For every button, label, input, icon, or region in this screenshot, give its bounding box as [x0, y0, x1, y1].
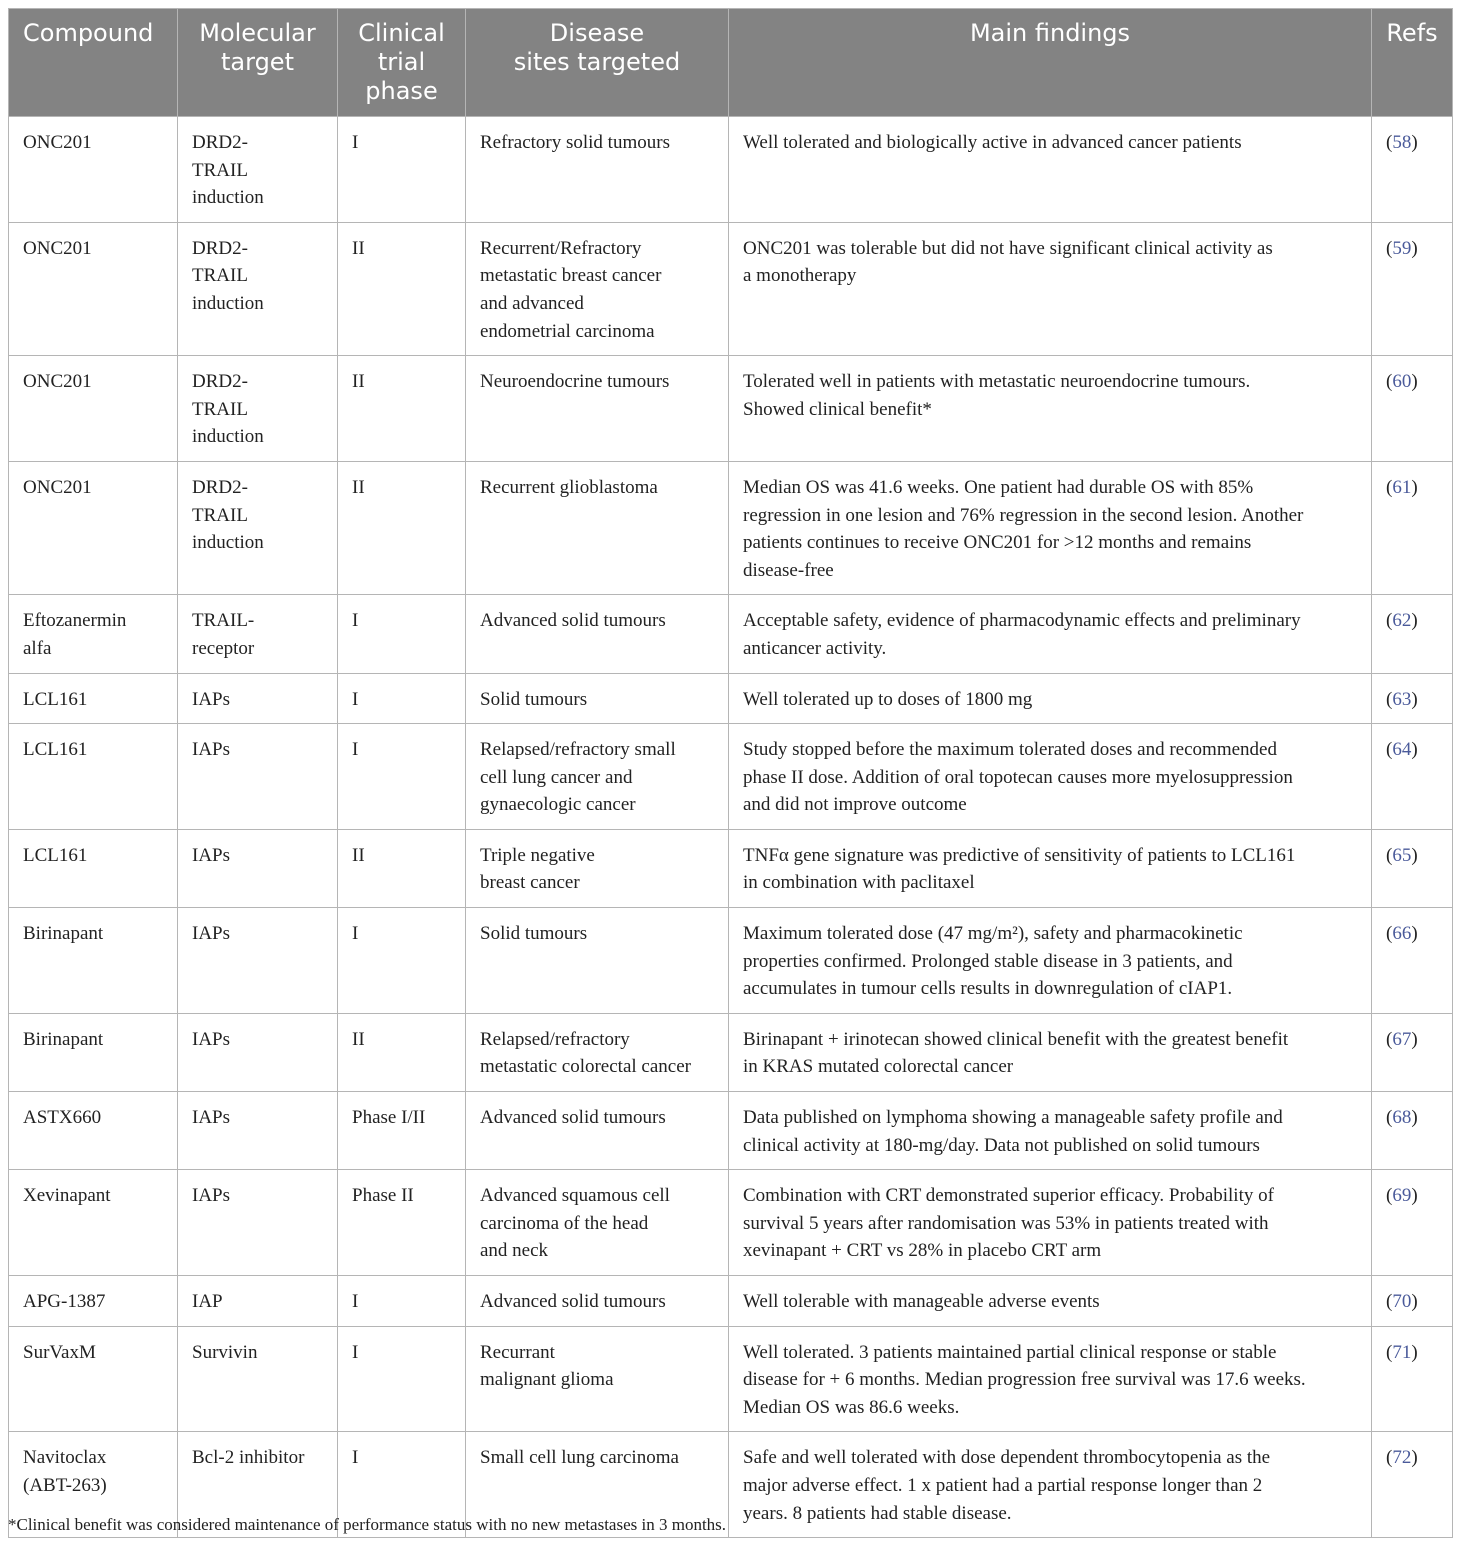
cell-line: Survivin: [192, 1341, 258, 1363]
cell-main-findings: [729, 1170, 1372, 1276]
cell-line: Showed clinical benefit*: [743, 398, 932, 420]
cell-phase: I: [338, 673, 466, 724]
cell-line: LCL161: [23, 739, 88, 761]
cell-compound: [9, 1013, 178, 1091]
cell-line: and neck: [480, 1240, 549, 1262]
cell-line: Solid tumours: [480, 923, 588, 945]
clinical-trials-table: [8, 8, 1453, 1538]
cell-phase: I: [338, 1276, 466, 1327]
cell-phase: II: [338, 222, 466, 355]
cell-disease-sites: [466, 1092, 729, 1170]
cell-main-findings: [729, 724, 1372, 830]
cell-main-findings: [729, 829, 1372, 907]
cell-line: gynaecologic cancer: [480, 794, 636, 816]
cell-line: Birinapant + irinotecan showed clinical benefit with the greatest benefit: [743, 1028, 1289, 1050]
header-compound: [9, 9, 178, 117]
cell-line: metastatic colorectal cancer: [480, 1056, 691, 1078]
cell-line: years. 8 patients had stable disease.: [743, 1502, 1012, 1524]
cell-line: DRD2-: [192, 132, 248, 153]
cell-line: alfa: [23, 637, 52, 659]
header-disease-sites: [466, 9, 729, 117]
cell-disease-sites: [466, 673, 729, 724]
reference-link[interactable]: 72: [1392, 1447, 1412, 1469]
cell-line: Navitoclax: [23, 1447, 107, 1469]
reference-link[interactable]: 68: [1392, 1107, 1412, 1129]
cell-phase: Phase II: [338, 1170, 466, 1276]
cell-compound: [9, 595, 178, 673]
reference-link[interactable]: 69: [1392, 1185, 1412, 1207]
cell-disease-sites: [466, 724, 729, 830]
cell-compound: [9, 117, 178, 223]
cell-line: IAP: [192, 1291, 223, 1312]
cell-line: metastatic breast cancer: [480, 265, 662, 287]
cell-line: Recurrant: [480, 1341, 555, 1363]
cell-compound: [9, 1170, 178, 1276]
reference-link[interactable]: 64: [1392, 739, 1412, 761]
cell-line: LCL161: [23, 844, 88, 866]
table-row: [9, 829, 1453, 907]
cell-line: Relapsed/refractory: [480, 1028, 630, 1050]
cell-line: Advanced squamous cell: [480, 1185, 670, 1207]
cell-line: Combination with CRT demonstrated superior efficacy. Probability of: [743, 1185, 1274, 1207]
header-main-findings: [729, 9, 1372, 117]
header-molecular-target: [178, 9, 338, 117]
cell-line: Triple negative: [480, 844, 595, 866]
cell-compound: [9, 1092, 178, 1170]
cell-molecular-target: [178, 461, 338, 594]
cell-molecular-target: [178, 829, 338, 907]
cell-refs: (69): [1372, 1170, 1453, 1276]
cell-refs: (71): [1372, 1326, 1453, 1432]
header-line: Molecular: [199, 19, 316, 47]
cell-compound: [9, 673, 178, 724]
cell-line: and did not improve outcome: [743, 794, 967, 816]
cell-line: Tolerated well in patients with metastatic neuroendocrine tumours.: [743, 371, 1251, 393]
cell-disease-sites: [466, 595, 729, 673]
cell-line: LCL161: [23, 688, 88, 710]
cell-line: TRAIL: [192, 265, 248, 287]
table-row: [9, 908, 1453, 1014]
cell-line: carcinoma of the head: [480, 1212, 649, 1234]
cell-main-findings: [729, 595, 1372, 673]
cell-line: SurVaxM: [23, 1341, 96, 1363]
cell-molecular-target: [178, 908, 338, 1014]
cell-line: endometrial carcinoma: [480, 320, 655, 342]
table-row: [9, 117, 1453, 223]
cell-phase: II: [338, 356, 466, 462]
table-row: [9, 1013, 1453, 1091]
cell-line: ONC201: [23, 371, 92, 393]
cell-disease-sites: [466, 829, 729, 907]
table-row: [9, 595, 1453, 673]
cell-line: in KRAS mutated colorectal cancer: [743, 1056, 1014, 1078]
cell-refs: (61): [1372, 461, 1453, 594]
cell-line: patients continues to receive ONC201 for >12 months and remains: [743, 532, 1252, 554]
table-body: [9, 117, 1453, 1538]
reference-link[interactable]: 58: [1392, 132, 1412, 153]
cell-line: properties confirmed. Prolonged stable disease in 3 patients, and: [743, 950, 1233, 972]
cell-line: survival 5 years after randomisation was 53% in patients treated with: [743, 1212, 1269, 1234]
table-row: [9, 724, 1453, 830]
cell-compound: [9, 1326, 178, 1432]
cell-compound: [9, 222, 178, 355]
table-row: [9, 1276, 1453, 1327]
cell-line: induction: [192, 532, 264, 554]
header-line: trial: [377, 48, 426, 76]
reference-link[interactable]: 61: [1392, 476, 1412, 498]
cell-compound: [9, 829, 178, 907]
cell-refs: (65): [1372, 829, 1453, 907]
cell-refs: (62): [1372, 595, 1453, 673]
cell-line: anticancer activity.: [743, 637, 887, 659]
cell-main-findings: [729, 1276, 1372, 1327]
cell-phase: II: [338, 461, 466, 594]
table-row: [9, 222, 1453, 355]
table-row: [9, 1092, 1453, 1170]
cell-line: ONC201: [23, 476, 92, 498]
cell-disease-sites: [466, 1170, 729, 1276]
cell-phase: Phase I/II: [338, 1092, 466, 1170]
reference-link[interactable]: 70: [1392, 1291, 1412, 1312]
reference-link[interactable]: 71: [1392, 1341, 1412, 1363]
cell-line: receptor: [192, 637, 255, 659]
cell-disease-sites: [466, 356, 729, 462]
cell-line: Bcl-2 inhibitor: [192, 1447, 305, 1469]
cell-line: disease for + 6 months. Median progression free survival was 17.6 weeks.: [743, 1369, 1306, 1391]
cell-line: breast cancer: [480, 872, 580, 894]
cell-line: IAPs: [192, 1185, 231, 1207]
cell-molecular-target: [178, 1326, 338, 1432]
cell-molecular-target: [178, 222, 338, 355]
cell-refs: (58): [1372, 117, 1453, 223]
cell-phase: I: [338, 117, 466, 223]
cell-molecular-target: [178, 673, 338, 724]
cell-disease-sites: [466, 222, 729, 355]
header-line: target: [221, 48, 294, 76]
header-line: sites targeted: [513, 48, 681, 76]
cell-line: Recurrent/Refractory: [480, 237, 642, 259]
cell-molecular-target: [178, 1013, 338, 1091]
cell-line: Birinapant: [23, 1028, 104, 1050]
table-row: [9, 356, 1453, 462]
cell-molecular-target: [178, 117, 338, 223]
cell-main-findings: [729, 461, 1372, 594]
cell-line: TRAIL: [192, 504, 248, 526]
cell-line: DRD2-: [192, 476, 248, 498]
reference-link[interactable]: 66: [1392, 923, 1412, 945]
reference-link[interactable]: 60: [1392, 371, 1412, 393]
header-row: [9, 9, 1453, 117]
cell-compound: [9, 724, 178, 830]
cell-molecular-target: [178, 1276, 338, 1327]
cell-line: IAPs: [192, 923, 231, 945]
cell-main-findings: [729, 117, 1372, 223]
cell-phase: I: [338, 595, 466, 673]
table-row: [9, 673, 1453, 724]
cell-line: Median OS was 86.6 weeks.: [743, 1396, 960, 1418]
cell-refs: (64): [1372, 724, 1453, 830]
cell-line: Neuroendocrine tumours: [480, 371, 670, 393]
cell-line: induction: [192, 187, 264, 209]
table-row: [9, 461, 1453, 594]
reference-link[interactable]: 65: [1392, 844, 1412, 866]
cell-refs: (72): [1372, 1432, 1453, 1538]
cell-molecular-target: [178, 356, 338, 462]
cell-disease-sites: [466, 1276, 729, 1327]
cell-compound: [9, 908, 178, 1014]
reference-link[interactable]: 63: [1392, 688, 1412, 710]
cell-main-findings: [729, 1326, 1372, 1432]
cell-line: Well tolerated and biologically active in advanced cancer patients: [743, 132, 1242, 153]
cell-disease-sites: [466, 908, 729, 1014]
cell-refs: (66): [1372, 908, 1453, 1014]
cell-line: Xevinapant: [23, 1185, 111, 1207]
reference-link[interactable]: 67: [1392, 1028, 1412, 1050]
reference-link[interactable]: 62: [1392, 610, 1412, 632]
cell-line: TNFα gene signature was predictive of sensitivity of patients to LCL161: [743, 844, 1296, 866]
table-footnote: *Clinical benefit was considered maintenance of performance status with no new metastases in 3 months.: [8, 1515, 727, 1534]
cell-line: cell lung cancer and: [480, 766, 633, 788]
cell-line: Well tolerable with manageable adverse events: [743, 1291, 1100, 1312]
cell-compound: [9, 356, 178, 462]
cell-line: Solid tumours: [480, 688, 588, 710]
cell-line: major adverse effect. 1 x patient had a partial response longer than 2: [743, 1474, 1263, 1496]
cell-line: Data published on lymphoma showing a manageable safety profile and: [743, 1107, 1283, 1129]
cell-line: IAPs: [192, 688, 231, 710]
cell-line: regression in one lesion and 76% regression in the second lesion. Another: [743, 504, 1304, 526]
header-line: Disease: [549, 19, 645, 47]
cell-phase: I: [338, 724, 466, 830]
cell-line: accumulates in tumour cells results in downregulation of cIAP1.: [743, 978, 1233, 1000]
cell-line: IAPs: [192, 844, 231, 866]
cell-line: Advanced solid tumours: [480, 610, 666, 632]
cell-line: in combination with paclitaxel: [743, 872, 975, 894]
cell-disease-sites: [466, 117, 729, 223]
cell-main-findings: [729, 1013, 1372, 1091]
cell-refs: (59): [1372, 222, 1453, 355]
header-line: Compound: [23, 19, 154, 47]
cell-line: Small cell lung carcinoma: [480, 1447, 679, 1469]
cell-line: xevinapant + CRT vs 28% in placebo CRT arm: [743, 1240, 1102, 1262]
header-clinical-trial-phase: [338, 9, 466, 117]
cell-line: induction: [192, 292, 264, 314]
cell-line: Well tolerated up to doses of 1800 mg: [743, 688, 1033, 710]
cell-main-findings: [729, 673, 1372, 724]
cell-line: TRAIL-: [192, 610, 255, 632]
cell-main-findings: [729, 908, 1372, 1014]
cell-line: a monotherapy: [743, 265, 857, 287]
cell-line: Advanced solid tumours: [480, 1107, 666, 1129]
cell-main-findings: [729, 1092, 1372, 1170]
header-refs: [1372, 9, 1453, 117]
cell-line: TRAIL: [192, 159, 248, 181]
header-line: Refs: [1386, 19, 1438, 47]
cell-disease-sites: [466, 1013, 729, 1091]
cell-line: phase II dose. Addition of oral topotecan causes more myelosuppression: [743, 766, 1293, 788]
reference-link[interactable]: 59: [1392, 237, 1412, 259]
cell-phase: I: [338, 1326, 466, 1432]
cell-refs: (68): [1372, 1092, 1453, 1170]
cell-disease-sites: [466, 461, 729, 594]
cell-line: Recurrent glioblastoma: [480, 476, 658, 498]
cell-line: Refractory solid tumours: [480, 132, 670, 153]
cell-line: Safe and well tolerated with dose dependent thrombocytopenia as the: [743, 1447, 1271, 1469]
cell-compound: [9, 461, 178, 594]
cell-main-findings: [729, 1432, 1372, 1538]
cell-line: IAPs: [192, 739, 231, 761]
cell-line: (ABT-263): [23, 1474, 107, 1496]
cell-disease-sites: [466, 1326, 729, 1432]
cell-line: APG-1387: [23, 1291, 106, 1312]
cell-line: and advanced: [480, 292, 584, 314]
cell-line: Birinapant: [23, 923, 104, 945]
cell-refs: (70): [1372, 1276, 1453, 1327]
cell-molecular-target: [178, 595, 338, 673]
table-row: [9, 1170, 1453, 1276]
cell-line: Eftozanermin: [23, 610, 127, 632]
cell-line: induction: [192, 426, 264, 448]
cell-phase: I: [338, 1432, 466, 1538]
cell-refs: (60): [1372, 356, 1453, 462]
cell-molecular-target: [178, 1092, 338, 1170]
cell-line: malignant glioma: [480, 1369, 614, 1391]
cell-phase: II: [338, 1013, 466, 1091]
header-line: Main findings: [969, 19, 1131, 47]
cell-molecular-target: [178, 1170, 338, 1276]
cell-refs: (63): [1372, 673, 1453, 724]
cell-line: Study stopped before the maximum tolerated doses and recommended: [743, 739, 1277, 761]
header-line: phase: [365, 77, 438, 105]
cell-compound: [9, 1276, 178, 1327]
cell-line: IAPs: [192, 1107, 231, 1129]
cell-phase: II: [338, 829, 466, 907]
cell-line: Advanced solid tumours: [480, 1291, 666, 1312]
cell-line: DRD2-: [192, 371, 248, 393]
cell-line: TRAIL: [192, 398, 248, 420]
cell-line: ONC201: [23, 237, 92, 259]
cell-line: ONC201: [23, 132, 92, 153]
cell-refs: (67): [1372, 1013, 1453, 1091]
cell-line: Relapsed/refractory small: [480, 739, 676, 761]
header-line: Clinical: [358, 19, 445, 47]
cell-line: DRD2-: [192, 237, 248, 259]
cell-line: clinical activity at 180-mg/day. Data not published on solid tumours: [743, 1134, 1260, 1156]
cell-line: disease-free: [743, 559, 834, 581]
cell-main-findings: [729, 222, 1372, 355]
cell-line: Acceptable safety, evidence of pharmacodynamic effects and preliminary: [743, 610, 1301, 632]
cell-molecular-target: [178, 724, 338, 830]
cell-phase: I: [338, 908, 466, 1014]
cell-line: Median OS was 41.6 weeks. One patient had durable OS with 85%: [743, 476, 1254, 498]
cell-line: ASTX660: [23, 1107, 102, 1129]
cell-main-findings: [729, 356, 1372, 462]
table-row: [9, 1326, 1453, 1432]
cell-line: Maximum tolerated dose (47 mg/m²), safety and pharmacokinetic: [743, 923, 1243, 945]
cell-line: Well tolerated. 3 patients maintained partial clinical response or stable: [743, 1341, 1277, 1363]
cell-line: IAPs: [192, 1028, 231, 1050]
cell-line: ONC201 was tolerable but did not have significant clinical activity as: [743, 237, 1273, 259]
